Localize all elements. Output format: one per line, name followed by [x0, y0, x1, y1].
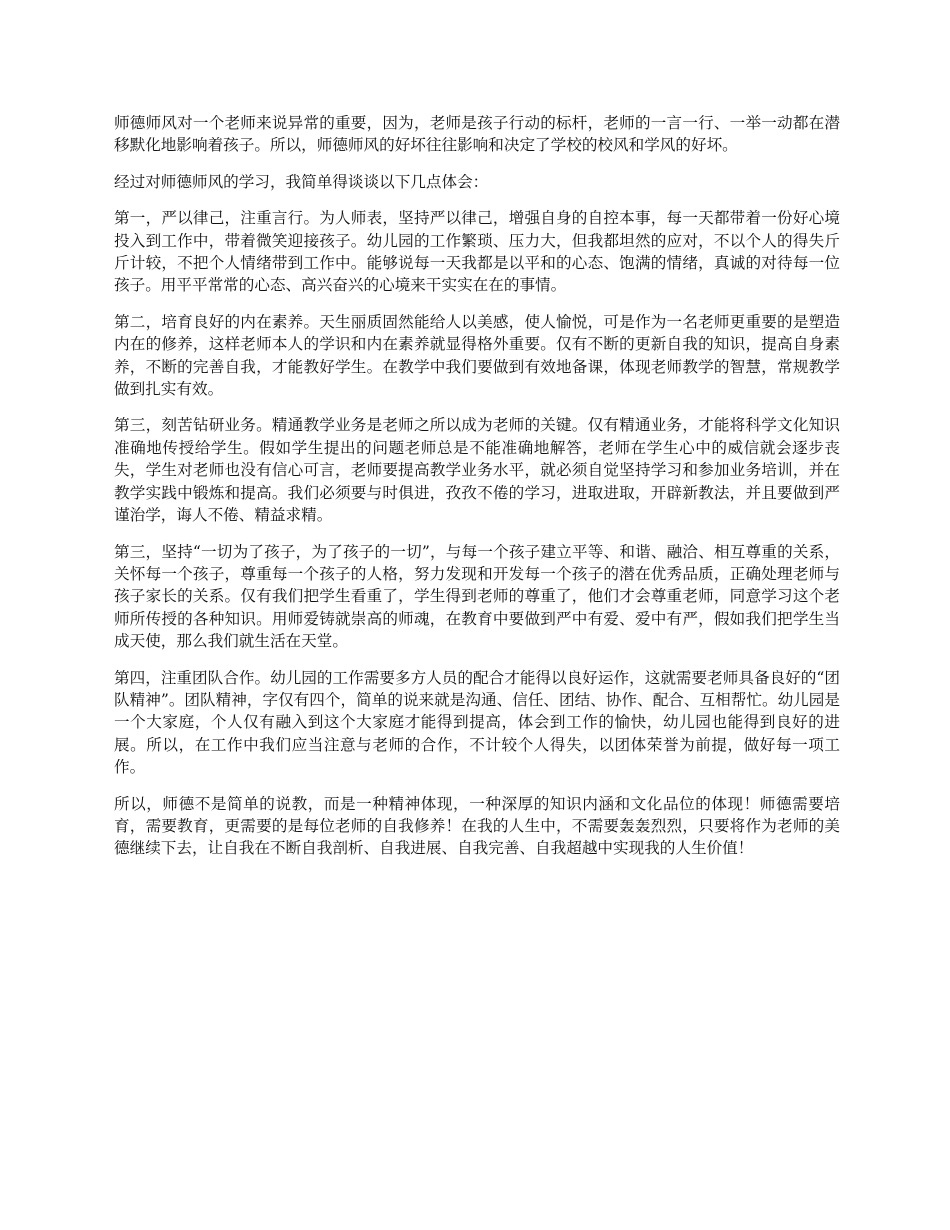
- document-page: [114, 112, 840, 874]
- paragraph-point-3b: 第三，坚持“一切为了孩子，为了孩子的一切”，与每一个孩子建立平等、和谐、融洽、相互尊重的关系，关怀每一个孩子，尊重每一个孩子的人格，努力发现和开发每一个孩子的潜在优秀品质，正确处理老师与孩子家长的关系。仅有我们把学生看重了，学生得到老师的尊重了，他们才会尊重老师，同意学习这个老师所传授的各种知识。用师爱铸就崇高的师魂，在教育中要做到严中有爱、爱中有严，假如我们把学生当成天使，那么我们就生活在天堂。: [114, 542, 840, 651]
- paragraph-point-3: 第三，刻苦钻研业务。精通教学业务是老师之所以成为老师的关键。仅有精通业务，才能将科学文化知识准确地传授给学生。假如学生提出的问题老师总是不能准确地解答，老师在学生心中的威信就会逐步丧失，学生对老师也没有信心可言，老师要提高教学业务水平，就必须自觉坚持学习和参加业务培训，并在教学实践中锻炼和提高。我们必须要与时俱进，孜孜不倦的学习，进取进取，开辟新教法，并且要做到严谨治学，诲人不倦、精益求精。: [114, 416, 840, 525]
- paragraph-conclusion: 所以，师德不是简单的说教，而是一种精神体现，一种深厚的知识内涵和文化品位的体现！师德需要培育，需要教育，更需要的是每位老师的自我修养！在我的人生中，不需要轰轰烈烈，只要将作为老师的美德继续下去，让自我在不断自我剖析、自我进展、自我完善、自我超越中实现我的人生价值！: [114, 794, 840, 858]
- paragraph-point-2: 第二，培育良好的内在素养。天生丽质固然能给人以美感，使人愉悦，可是作为一名老师更重要的是塑造内在的修养，这样老师本人的学识和内在素养就显得格外重要。仅有不断的更新自我的知识，提高自身素养，不断的完善自我，才能教好学生。在教学中我们要做到有效地备课，体现老师教学的智慧，常规教学做到扎实有效。: [114, 312, 840, 399]
- paragraph-point-1: 第一，严以律己，注重言行。为人师表，坚持严以律己，增强自身的自控本事，每一天都带着一份好心境投入到工作中，带着微笑迎接孩子。幼儿园的工作繁琐、压力大，但我都坦然的应对，不以个人的得失斤斤计较，不把个人情绪带到工作中。能够说每一天我都是以平和的心态、饱满的情绪，真诚的对待每一位孩子。用平平常常的心态、高兴奋兴的心境来干实实在在的事情。: [114, 209, 840, 295]
- paragraph-lead-in: 经过对师德师风的学习，我简单得谈谈以下几点体会：: [114, 172, 489, 191]
- paragraph-point-4: 第四，注重团队合作。幼儿园的工作需要多方人员的配合才能得以良好运作，这就需要老师具备良好的“团队精神”。团队精神，字仅有四个，简单的说来就是沟通、信任、团结、协作、配合、互相帮忙。幼儿园是一个大家庭，个人仅有融入到这个大家庭才能得到提高，体会到工作的愉快，幼儿园也能得到良好的进展。所以，在工作中我们应当注意与老师的合作，不计较个人得失，以团体荣誉为前提，做好每一项工作。: [114, 668, 840, 777]
- paragraph-intro: 师德师风对一个老师来说异常的重要，因为，老师是孩子行动的标杆，老师的一言一行、一举一动都在潜移默化地影响着孩子。所以，师德师风的好坏往往影响和决定了学校的校风和学风的好坏。: [114, 114, 840, 155]
